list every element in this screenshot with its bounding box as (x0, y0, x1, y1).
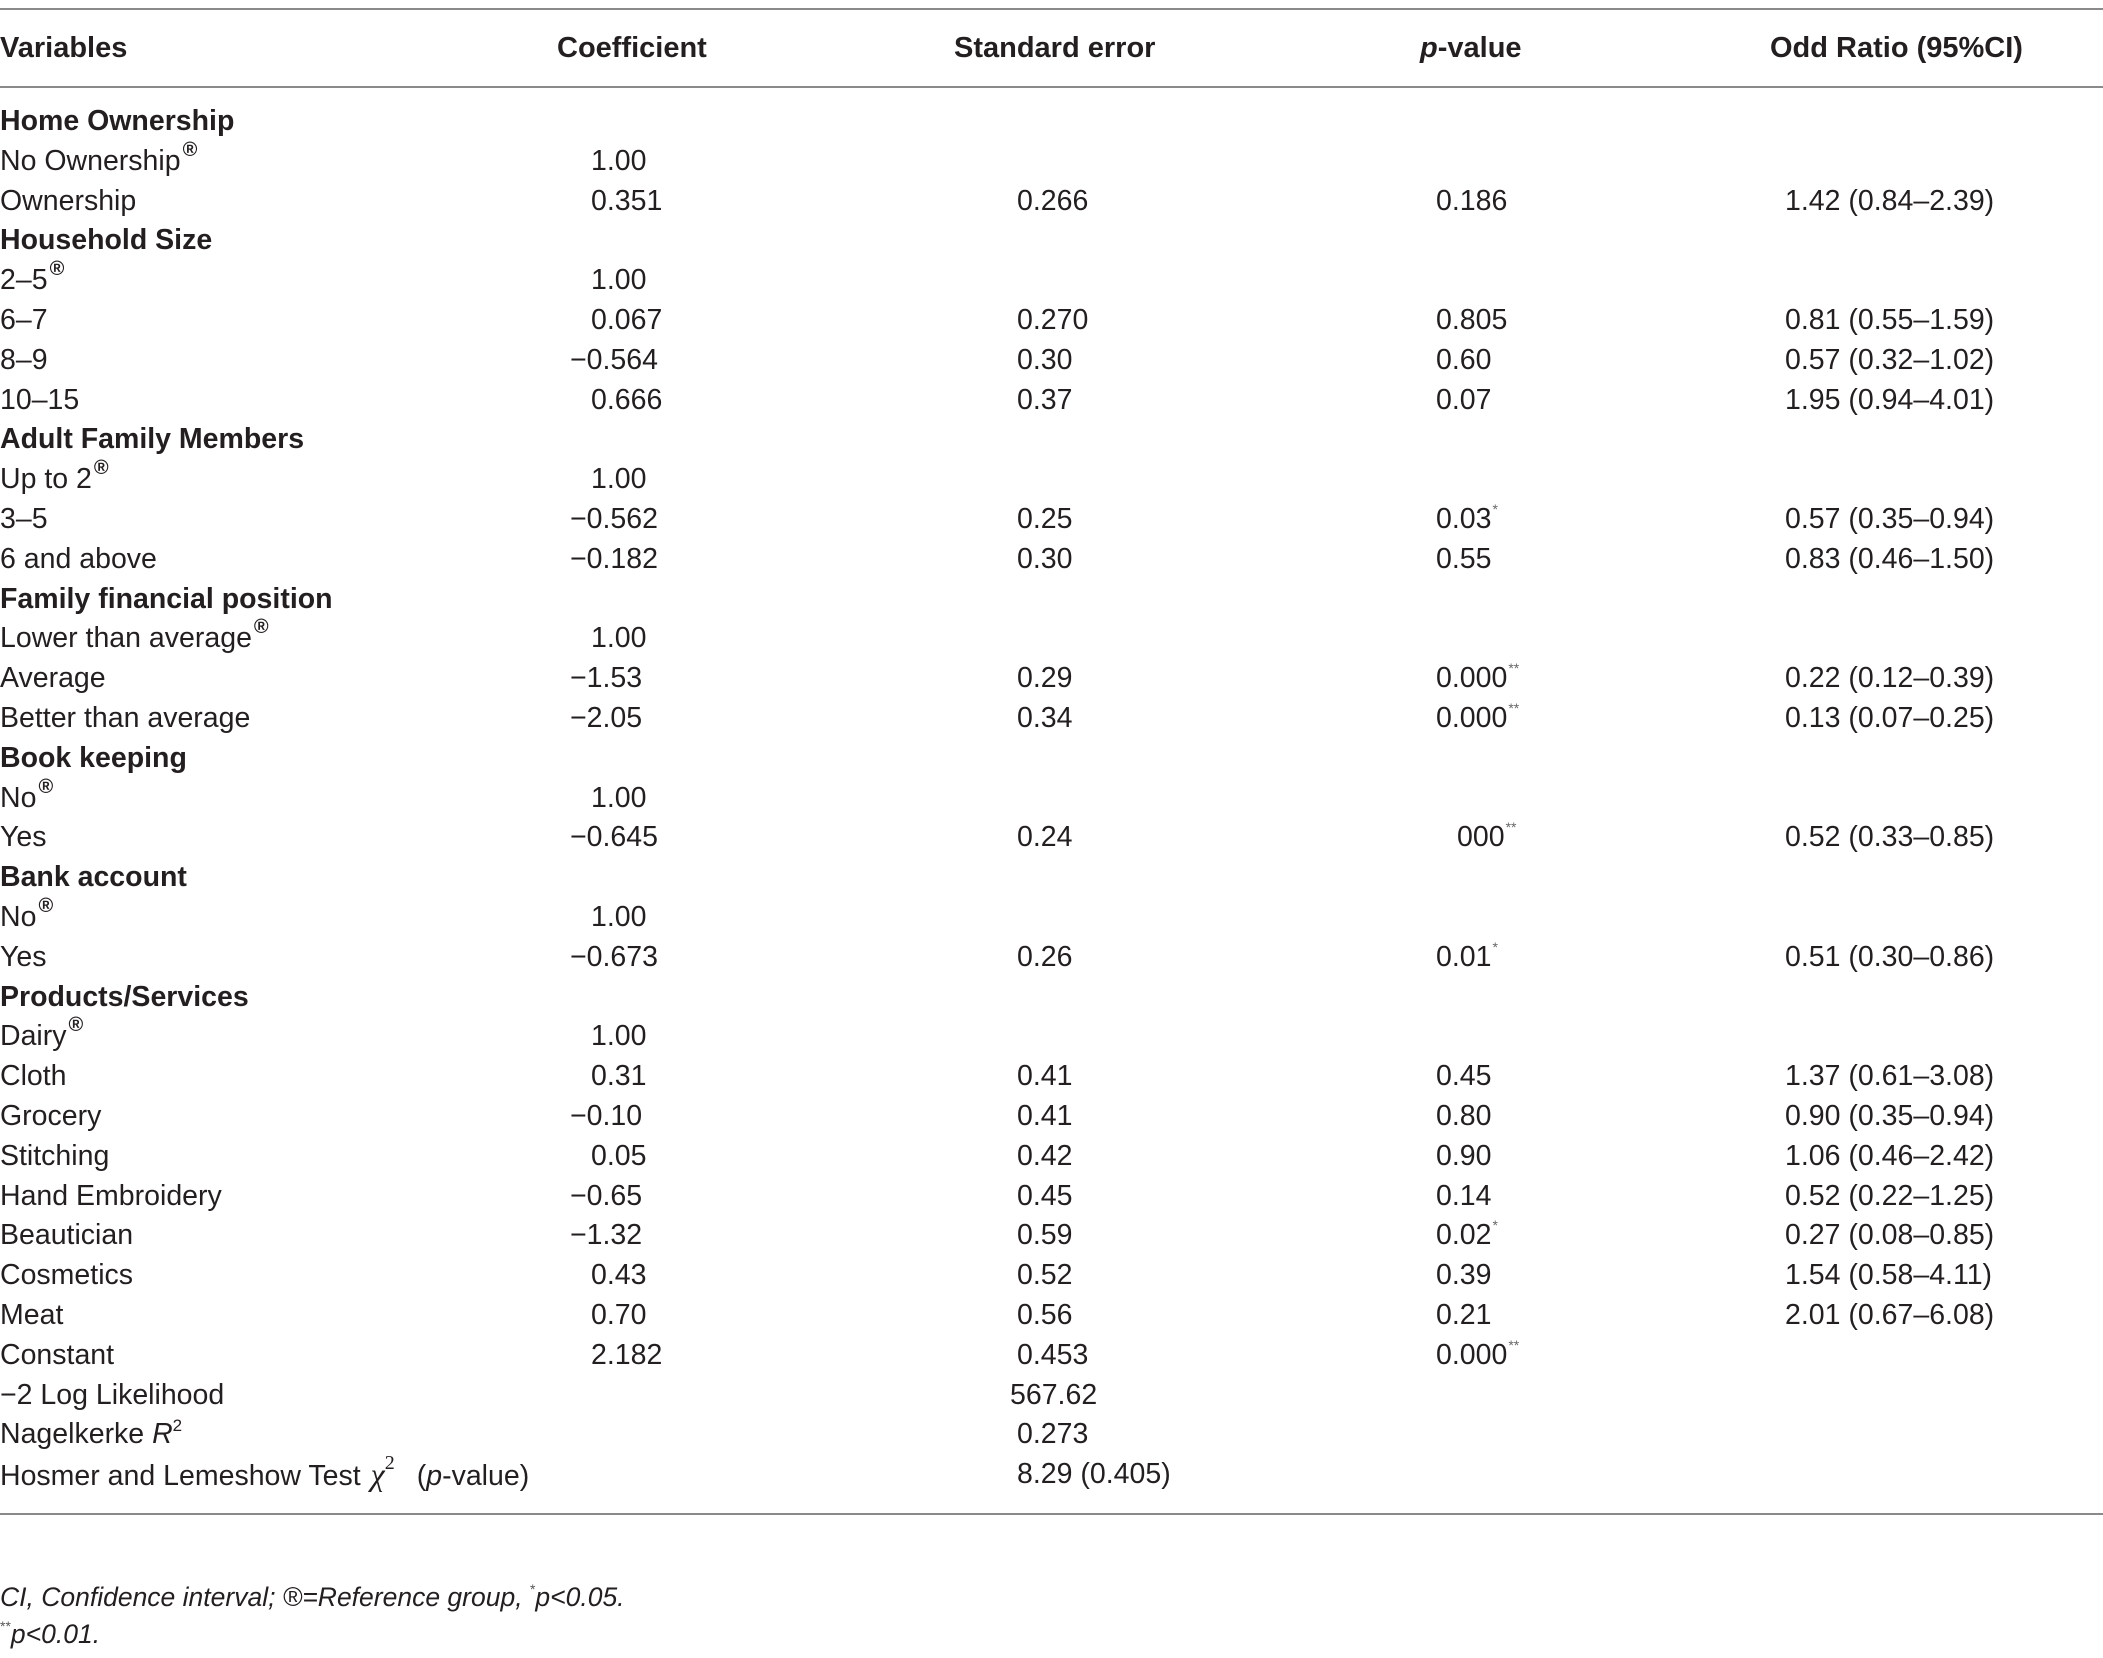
coefficient-cell: −0.562 (570, 502, 658, 535)
table-header (0, 10, 2103, 86)
standard-error-cell: 0.453 (1017, 1338, 1089, 1371)
significance-mark: ** (1505, 819, 1517, 836)
odd-ratio-cell: 0.13 (0.07–0.25) (1785, 701, 1995, 734)
p-value-text: 0.80 (1436, 1099, 1492, 1132)
p-value-cell (1436, 1097, 1491, 1137)
group-label: Household Size (0, 224, 213, 257)
variable-label (0, 1057, 67, 1097)
group-label: Book keeping (0, 741, 187, 774)
p-value-cell (1436, 1137, 1491, 1177)
odd-ratio-cell: 0.52 (0.22–1.25) (1785, 1179, 1995, 1212)
group-label: Family financial position (0, 582, 333, 615)
standard-error-cell: 0.30 (1017, 343, 1073, 376)
standard-error-cell: 0.37 (1017, 383, 1073, 416)
coefficient-cell: 2.182 (591, 1338, 663, 1371)
variable-label (0, 301, 48, 341)
p-value-cell (1436, 182, 1507, 222)
p-value-cell (1436, 659, 1519, 699)
standard-error-cell: 0.30 (1017, 542, 1073, 575)
variable-label (0, 938, 47, 978)
odd-ratio-cell: 0.57 (0.35–0.94) (1785, 502, 1995, 535)
table-row (0, 818, 2103, 858)
coefficient-cell: 0.05 (591, 1139, 647, 1172)
p-value-text: 0.01 (1436, 940, 1492, 973)
coefficient-cell: 0.666 (591, 383, 663, 416)
p-value-text: 0.02 (1436, 1219, 1492, 1252)
standard-error-cell: 0.52 (1017, 1259, 1073, 1292)
variable-text: No Ownership (0, 144, 181, 177)
table-row (0, 138, 2103, 182)
p-value-cell (1436, 1336, 1519, 1376)
p-value-cell (1436, 1057, 1491, 1097)
variable-label (0, 1137, 109, 1177)
variable-label (0, 138, 198, 182)
variable-text: Meat (0, 1298, 64, 1331)
stat-label (0, 1415, 182, 1455)
standard-error-cell: 0.41 (1017, 1060, 1073, 1093)
p-value-cell (1436, 1296, 1491, 1336)
table-row (0, 1014, 2103, 1057)
p-value-cell (1436, 938, 1498, 978)
coefficient-cell: 1.00 (591, 264, 647, 297)
significance-mark: * (1492, 1217, 1498, 1234)
coefficient-cell: 1.00 (591, 1020, 647, 1053)
table-row (0, 699, 2103, 739)
p-value-text: 0.07 (1436, 383, 1492, 416)
significance-mark: * (1492, 500, 1498, 517)
variable-label (0, 699, 250, 739)
standard-error-cell: 0.270 (1017, 303, 1089, 336)
p-value-cell (1436, 699, 1519, 739)
header-variables: Variables (0, 32, 128, 64)
variable-text: 6 and above (0, 542, 157, 575)
odd-ratio-cell: 0.90 (0.35–0.94) (1785, 1099, 1995, 1132)
coefficient-cell: 0.31 (591, 1060, 647, 1093)
p-value-cell (1436, 381, 1491, 421)
reference-mark: ® (93, 457, 109, 480)
standard-error-cell: 0.25 (1017, 502, 1073, 535)
variable-label (0, 616, 269, 659)
variable-text: Ownership (0, 184, 137, 217)
bottom-rule (0, 1513, 2103, 1515)
group-label: Home Ownership (0, 105, 235, 137)
odd-ratio-cell: 1.37 (0.61–3.08) (1785, 1060, 1995, 1093)
p-value-cell (1436, 1177, 1491, 1217)
group-header-row (0, 739, 2103, 779)
footnote-p005: p<0.05. (535, 1582, 625, 1612)
p-value-cell (1457, 818, 1516, 858)
table-row (0, 1137, 2103, 1177)
variable-text: 8–9 (0, 343, 48, 376)
p-value-text: 0.03 (1436, 502, 1492, 535)
p-value-cell (1436, 301, 1507, 341)
group-header-row (0, 102, 2103, 142)
p-value-text: 0.000 (1436, 1338, 1508, 1371)
variable-text: Yes (0, 821, 47, 854)
table-row (0, 1057, 2103, 1097)
p-value-cell (1436, 341, 1491, 381)
p-value-text: 0.21 (1436, 1298, 1492, 1331)
header-p-italic: p (1420, 32, 1438, 64)
table-row (0, 1097, 2103, 1137)
odd-ratio-cell: 0.52 (0.33–0.85) (1785, 821, 1995, 854)
regression-table (0, 8, 2103, 1515)
variable-label (0, 341, 48, 381)
odd-ratio-cell: 0.22 (0.12–0.39) (1785, 662, 1995, 695)
variable-label (0, 1216, 133, 1256)
variable-text: Beautician (0, 1219, 134, 1252)
reference-mark: ® (68, 1014, 84, 1037)
hosmer-p-open: ( (416, 1460, 427, 1493)
p-value-text: 0.39 (1436, 1259, 1492, 1292)
variable-label (0, 457, 109, 500)
group-header-row (0, 221, 2103, 261)
table-body (0, 88, 2103, 1376)
hosmer-chi (370, 1452, 395, 1493)
odd-ratio-cell: 0.81 (0.55–1.59) (1785, 303, 1995, 336)
p-value-cell (1436, 500, 1498, 540)
variable-text: Average (0, 662, 106, 695)
reference-mark: ® (38, 894, 54, 917)
variable-label (0, 1336, 114, 1376)
table-row (0, 258, 2103, 301)
significance-mark: ** (1508, 1336, 1520, 1353)
standard-error-cell: 0.56 (1017, 1298, 1073, 1331)
variable-text: Yes (0, 940, 47, 973)
standard-error-cell: 0.42 (1017, 1139, 1073, 1172)
p-value-text: 0.000 (1436, 662, 1508, 695)
table-row (0, 341, 2103, 381)
p-value-cell (1436, 540, 1491, 580)
coefficient-cell: 0.067 (591, 303, 663, 336)
standard-error-cell: 0.24 (1017, 821, 1073, 854)
table-row (0, 938, 2103, 978)
coefficient-cell: −0.65 (570, 1179, 643, 1212)
odd-ratio-cell: 1.42 (0.84–2.39) (1785, 184, 1995, 217)
variable-label (0, 1097, 101, 1137)
variable-text: Better than average (0, 701, 251, 734)
header-standard-error: Standard error (954, 32, 1156, 64)
standard-error-cell: 0.266 (1017, 184, 1089, 217)
standard-error-cell: 0.34 (1017, 701, 1073, 734)
variable-label (0, 381, 79, 421)
stat-value: 8.29 (0.405) (1017, 1458, 1171, 1491)
nagelkerke-r: R (152, 1418, 173, 1451)
variable-text: Hand Embroidery (0, 1179, 222, 1212)
stat-value: 567.62 (1010, 1378, 1098, 1411)
significance-mark: ** (1508, 699, 1520, 716)
group-label: Products/Services (0, 980, 249, 1013)
coefficient-cell: 1.00 (591, 144, 647, 177)
group-header-row (0, 580, 2103, 620)
odd-ratio-cell: 0.27 (0.08–0.85) (1785, 1219, 1995, 1252)
group-label: Bank account (0, 861, 187, 894)
stat-row-nagelkerke (0, 1415, 2103, 1455)
p-value-text: 000 (1457, 821, 1505, 854)
group-header-row (0, 858, 2103, 898)
variable-text: 3–5 (0, 502, 48, 535)
standard-error-cell: 0.29 (1017, 662, 1073, 695)
header-odd-ratio: Odd Ratio (95%CI) (1770, 32, 2023, 64)
reference-mark: ® (182, 138, 198, 161)
coefficient-cell: −0.645 (570, 821, 658, 854)
p-value-text: 0.60 (1436, 343, 1492, 376)
footnote-line-2 (0, 1619, 100, 1650)
standard-error-cell: 0.26 (1017, 940, 1073, 973)
significance-mark: * (1492, 938, 1498, 955)
p-value-cell (1436, 1256, 1491, 1296)
table-row (0, 500, 2103, 540)
coefficient-cell: 1.00 (591, 622, 647, 655)
stat-label: −2 Log Likelihood (0, 1378, 225, 1411)
variable-text: No (0, 781, 37, 814)
coefficient-cell: 1.00 (591, 781, 647, 814)
group-label: Adult Family Members (0, 423, 305, 456)
variable-label (0, 659, 106, 699)
variable-label (0, 775, 54, 819)
coefficient-cell: 1.00 (591, 463, 647, 496)
variable-text: Grocery (0, 1099, 102, 1132)
variable-text: Lower than average (0, 622, 252, 655)
p-value-cell (1436, 1216, 1498, 1256)
coefficient-cell: −1.32 (570, 1219, 643, 1252)
coefficient-cell: 0.351 (591, 184, 663, 217)
table-row (0, 659, 2103, 699)
significance-mark: ** (1508, 660, 1520, 677)
stat-row-hosmer (0, 1452, 2103, 1495)
variable-text: Cloth (0, 1060, 67, 1093)
variable-text: 2–5 (0, 264, 48, 297)
standard-error-cell: 0.45 (1017, 1179, 1073, 1212)
variable-label (0, 894, 54, 938)
variable-label (0, 818, 47, 858)
coefficient-cell: 0.43 (591, 1259, 647, 1292)
odd-ratio-cell: 0.83 (0.46–1.50) (1785, 542, 1995, 575)
nagelkerke-sup: 2 (172, 1416, 183, 1436)
table-row (0, 775, 2103, 819)
header-p-rest: -value (1437, 32, 1522, 64)
table-row (0, 381, 2103, 421)
stat-row-log-likelihood (0, 1376, 2103, 1416)
chi-sup: 2 (384, 1452, 395, 1475)
table-row (0, 1177, 2103, 1217)
table-row (0, 1256, 2103, 1296)
p-value-text: 0.45 (1436, 1060, 1492, 1093)
coefficient-cell: −1.53 (570, 662, 643, 695)
stat-value: 0.273 (1017, 1418, 1089, 1451)
variable-label (0, 258, 65, 301)
p-value-text: 0.14 (1436, 1179, 1492, 1212)
table-row (0, 457, 2103, 500)
reference-mark: ® (253, 616, 269, 639)
variable-text: No (0, 900, 37, 933)
variable-label (0, 1296, 63, 1336)
nagelkerke-label: Nagelkerke (0, 1418, 153, 1451)
coefficient-cell: −0.673 (570, 940, 658, 973)
table-row (0, 182, 2103, 222)
variable-text: 6–7 (0, 303, 48, 336)
coefficient-cell: 0.70 (591, 1298, 647, 1331)
p-value-text: 0.805 (1436, 303, 1508, 336)
variable-text: Constant (0, 1338, 115, 1371)
p-value-text: 0.90 (1436, 1139, 1492, 1172)
coefficient-cell: −0.10 (570, 1099, 643, 1132)
chi-symbol: χ (370, 1456, 385, 1493)
reference-mark: ® (38, 775, 54, 798)
footnote-star: * (529, 1581, 536, 1597)
odd-ratio-cell: 1.06 (0.46–2.42) (1785, 1139, 1995, 1172)
standard-error-cell: 0.59 (1017, 1219, 1073, 1252)
variable-text: Up to 2 (0, 463, 92, 496)
footnote-ci-text: CI, Confidence interval; ®=Reference group, (0, 1582, 530, 1612)
p-value-text: 0.55 (1436, 542, 1492, 575)
footnote-line-1 (0, 1582, 625, 1613)
variable-text: Dairy (0, 1020, 67, 1053)
coefficient-cell: −2.05 (570, 701, 643, 734)
standard-error-cell: 0.41 (1017, 1099, 1073, 1132)
odd-ratio-cell: 1.95 (0.94–4.01) (1785, 383, 1995, 416)
stat-label (0, 1452, 530, 1497)
table-row (0, 616, 2103, 659)
group-header-row (0, 978, 2103, 1018)
variable-label (0, 1256, 133, 1296)
odd-ratio-cell: 2.01 (0.67–6.08) (1785, 1298, 1995, 1331)
footnote-double-star: ** (0, 1618, 11, 1634)
table-row (0, 1216, 2103, 1256)
odd-ratio-cell: 0.51 (0.30–0.86) (1785, 940, 1995, 973)
p-value-text: 0.000 (1436, 701, 1508, 734)
coefficient-cell: −0.182 (570, 542, 658, 575)
coefficient-cell: 1.00 (591, 900, 647, 933)
variable-text: Stitching (0, 1139, 110, 1172)
variable-label (0, 1014, 84, 1057)
header-coefficient: Coefficient (557, 32, 707, 64)
group-header-row (0, 420, 2103, 460)
model-stats (0, 1376, 2103, 1495)
footnote-p001: p<0.01. (10, 1619, 101, 1649)
variable-label (0, 540, 157, 580)
odd-ratio-cell: 1.54 (0.58–4.11) (1785, 1259, 1993, 1292)
variable-label (0, 182, 136, 222)
variable-label (0, 1177, 222, 1217)
table-row (0, 1336, 2103, 1376)
reference-mark: ® (49, 258, 65, 281)
coefficient-cell: −0.564 (570, 343, 658, 376)
header-p-value (1420, 32, 1522, 65)
table-row (0, 540, 2103, 580)
table-row (0, 301, 2103, 341)
hosmer-p-italic: p (426, 1460, 443, 1493)
p-value-text: 0.186 (1436, 184, 1508, 217)
odd-ratio-cell: 0.57 (0.32–1.02) (1785, 343, 1995, 376)
hosmer-p-rest: -value) (442, 1460, 530, 1493)
variable-label (0, 500, 48, 540)
variable-text: Cosmetics (0, 1259, 134, 1292)
table-row (0, 894, 2103, 938)
variable-text: 10–15 (0, 383, 80, 416)
table-row (0, 1296, 2103, 1336)
hosmer-label: Hosmer and Lemeshow Test (0, 1460, 361, 1493)
